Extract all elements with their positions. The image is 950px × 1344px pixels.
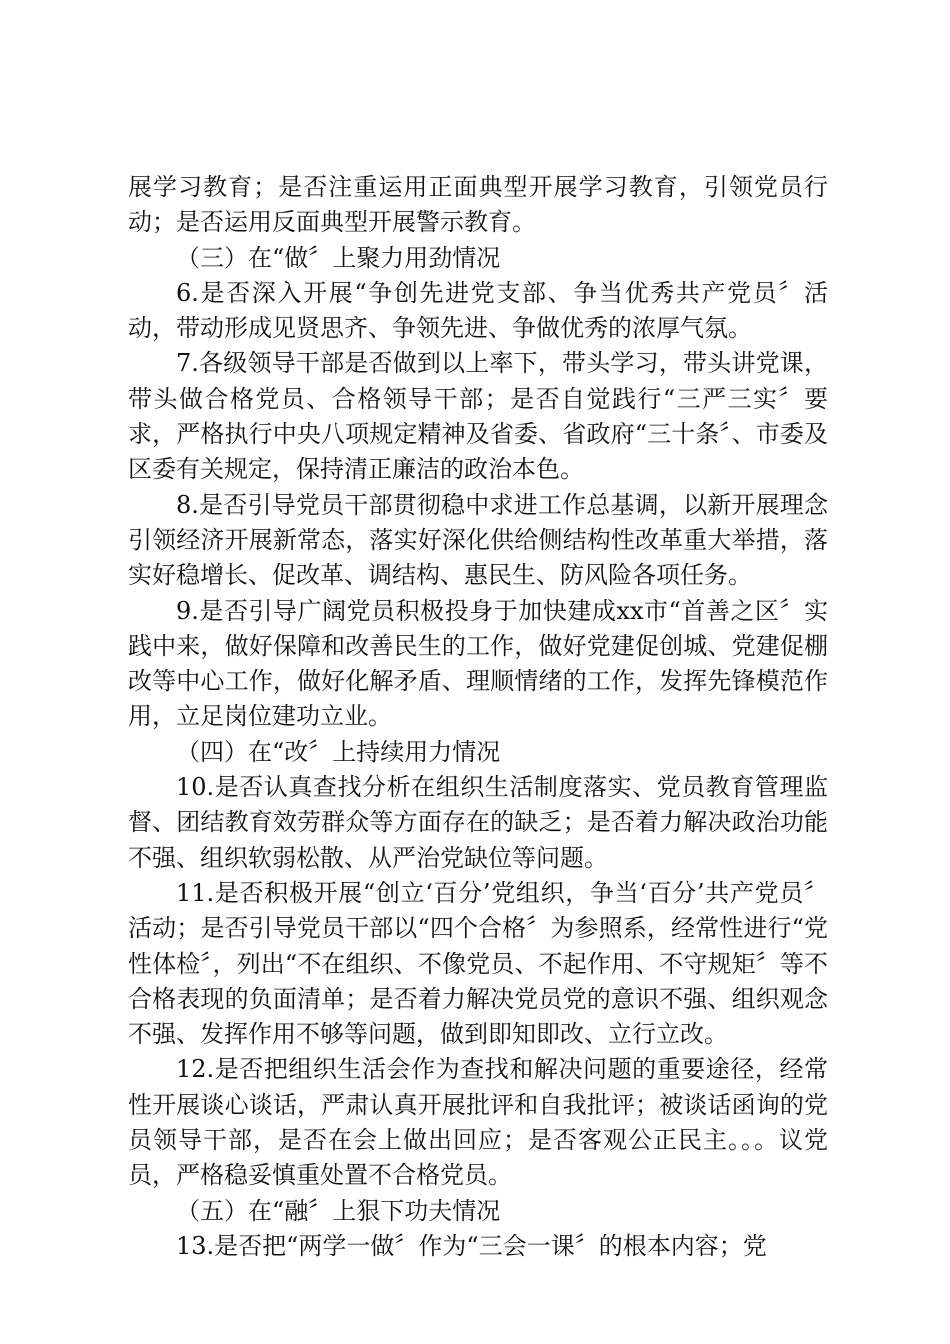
document-body (128, 170, 828, 1264)
paragraph-continuation: 展学习教育；是否注重运用正面典型开展学习教育，引领党员行动；是否运用反面典型开展警示教育。 (128, 173, 828, 237)
list-item-7: 7.各级领导干部是否做到以上率下，带头学习，带头讲党课，带头做合格党员、合格领导干部；是否自觉践行“三严三实〞要求，严格执行中央八项规定精神及省委、省政府“三十条〞、市委及区委有关规定，保持清正廉洁的政治本色。 (128, 349, 828, 484)
list-item-11: 11.是否积极开展“创立‘百分’党组织，争当‘百分’共产党员〞活动；是否引导党员干部以“四个合格〞为参照系，经常性进行“党性体检〞，列出“不在组织、不像党员、不起作用、不守规矩〞等不合格表现的负面清单；是否着力解决党员党的意识不强、组织观念不强、发挥作用不够等问题，做到即知即改、立行立改。 (128, 878, 828, 1049)
section-heading-4: （四）在“改〞上持续用力情况 (176, 737, 501, 766)
list-item-8: 8.是否引导党员干部贯彻稳中求进工作总基调，以新开展理念引领经济开展新常态，落实好深化供给侧结构性改革重大举措，落实好稳增长、促改革、调结构、惠民生、防风险各项任务。 (128, 490, 828, 590)
list-item-9: 9.是否引导广阔党员积极投身于加快建成xx市“首善之区〞实践中来，做好保障和改善民生的工作，做好党建促创城、党建促棚改等中心工作，做好化解矛盾、理顺情绪的工作，发挥先锋模范作用，立足岗位建功立业。 (128, 596, 828, 731)
section-heading-5: （五）在“融〞上狠下功夫情况 (176, 1196, 501, 1225)
list-item-13: 13.是否把“两学一做〞作为“三会一课〞的根本内容；党 (176, 1231, 767, 1260)
list-item-10: 10.是否认真查找分析在组织生活制度落实、党员教育管理监督、团结教育效劳群众等方面存在的缺乏；是否着力解决政治功能不强、组织软弱松散、从严治党缺位等问题。 (128, 773, 828, 872)
list-item-12: 12.是否把组织生活会作为查找和解决问题的重要途径，经常性开展谈心谈话，严肃认真开展批评和自我批评；被谈话函询的党员领导干部，是否在会上做出回应；是否客观公正民主。。。议党员，严格稳妥慎重处置不合格党员。 (128, 1055, 828, 1190)
section-heading-3: （三）在“做〞上聚力用劲情况 (176, 243, 501, 272)
list-item-6: 6.是否深入开展“争创先进党支部、争当优秀共产党员〞活动，带动形成见贤思齐、争领先进、争做优秀的浓厚气氛。 (128, 278, 828, 343)
